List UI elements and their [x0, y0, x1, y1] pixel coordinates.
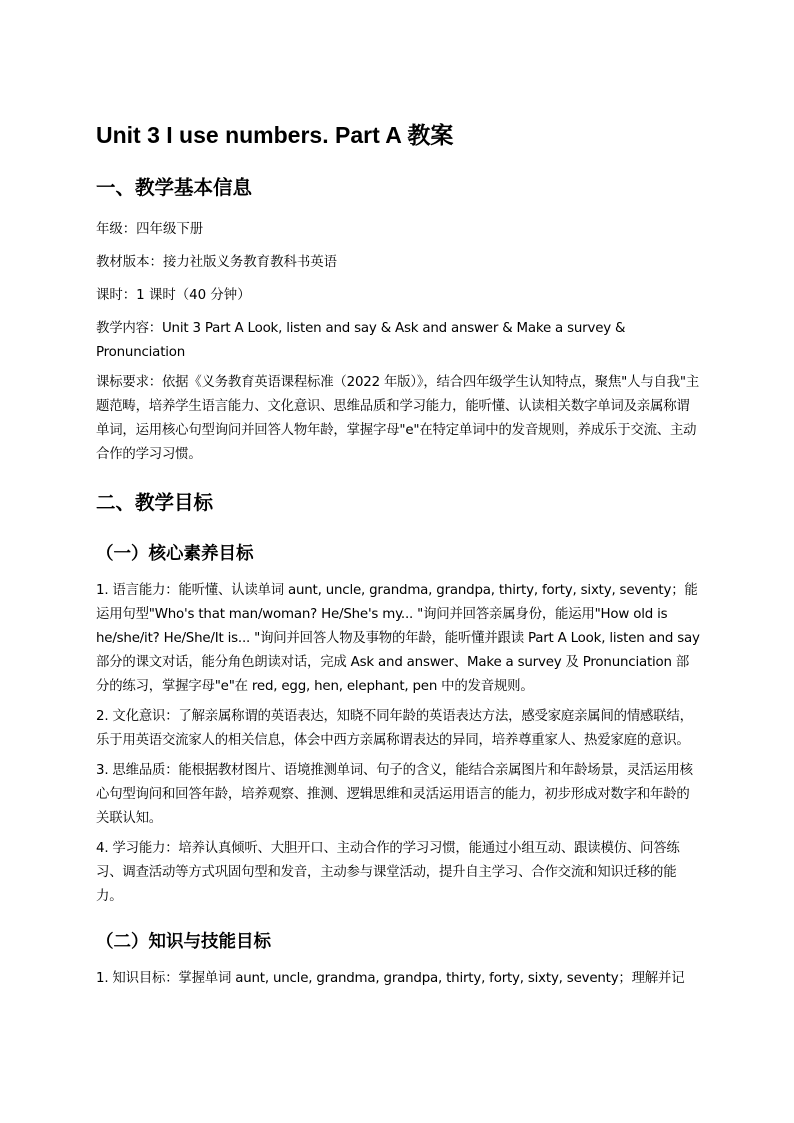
curriculum-standard-paragraph: [96, 371, 700, 467]
objective-item: [96, 837, 700, 909]
objective-item-text: 4. 学习能力：培养认真倾听、大胆开口、主动合作的学习习惯，能通过小组互动、跟读模仿、问答练习、调查活动等方式巩固句型和发音，主动参与课堂活动，提升自主学习、合作交流和知识迁移的能力。: [96, 841, 680, 904]
curriculum-standard-text: 课标要求：依据《义务教育英语课程标准（2022 年版）》，结合四年级学生认知特点，聚焦"人与自我"主题范畴，培养学生语言能力、文化意识、思维品质和学习能力，能听懂、认读相关数字单词及亲属称谓单词，运用核心句型询问并回答人物年龄，掌握字母"e"在特定单词中的发音规则，养成乐于交流、主动合作的学习习惯。: [96, 375, 700, 462]
subsection-heading-knowledge-skills: （二）知识与技能目标: [96, 932, 271, 952]
objective-item: [96, 579, 700, 699]
section-heading-objectives: 二、教学目标: [96, 491, 214, 514]
objective-item-text: 1. 知识目标：掌握单词 aunt, uncle, grandma, grandpa, thirty, forty, sixty, seventy；理解并记: [96, 971, 685, 986]
subsection-heading-core-literacy: （一）核心素养目标: [96, 544, 254, 564]
section-heading-basic-info: 一、教学基本信息: [96, 176, 253, 199]
objective-item-text: 1. 语言能力：能听懂、认读单词 aunt, uncle, grandma, grandpa, thirty, forty, sixty, seventy；能运用句型"Who's that man/woman? He/She's my... "询问并回答亲属身份，能运用"How old is he/she/it? He/She/It is... "询问并回答人物及事物的年龄，能听懂并跟读 Part A Look, listen and say 部分的课文对话，能分角色朗读对话，完成 Ask and answer、Make a survey 及 Pronunciation 部分的练习，掌握字母"e"在 red, egg, hen, elephant, pen 中的发音规则。: [96, 583, 700, 694]
document-page: [96, 118, 700, 991]
teaching-content-text: 教学内容：Unit 3 Part A Look, listen and say & Ask and answer & Make a survey & Pronunciation: [96, 321, 626, 360]
grade-line: 年级：四年级下册: [96, 222, 204, 237]
textbook-line: 教材版本：接力社版义务教育教科书英语: [96, 255, 338, 270]
class-hours-line: 课时：1 课时（40 分钟）: [96, 288, 251, 303]
objective-item: [96, 705, 700, 753]
objective-item: [96, 759, 700, 831]
objective-item-text: 2. 文化意识：了解亲属称谓的英语表达，知晓不同年龄的英语表达方法，感受家庭亲属间的情感联结，乐于用英语交流家人的相关信息，体会中西方亲属称谓表达的异同，培养尊重家人、热爱家庭的意识。: [96, 709, 693, 748]
objective-item-text: 3. 思维品质：能根据教材图片、语境推测单词、句子的含义，能结合亲属图片和年龄场景，灵活运用核心句型询问和回答年龄，培养观察、推测、逻辑思维和灵活运用语言的能力，初步形成对数字和年龄的关联认知。: [96, 763, 693, 826]
document-title: Unit 3 I use numbers. Part A 教案: [96, 122, 454, 148]
teaching-content-paragraph: [96, 317, 700, 365]
objective-item: [96, 967, 700, 991]
